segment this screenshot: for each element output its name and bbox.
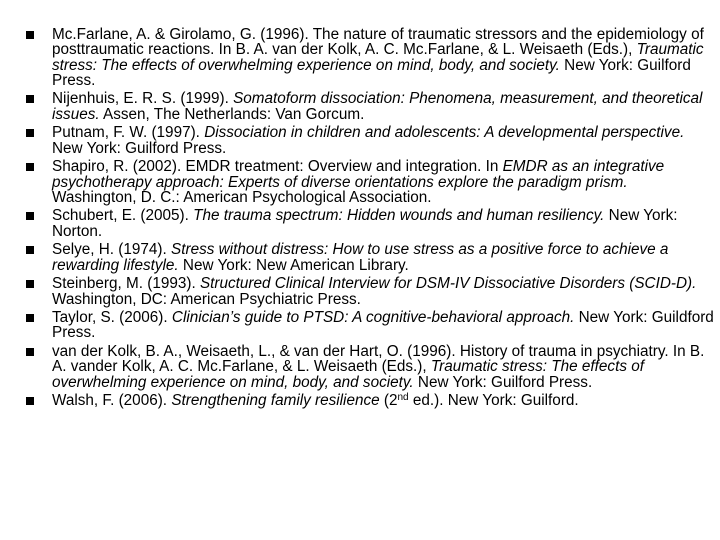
ordinal-superscript: nd [397, 392, 409, 404]
reference-text: Selye, H. (1974). [52, 241, 172, 259]
reference-item [52, 310, 714, 341]
reference-list [52, 27, 714, 412]
reference-text: Walsh, F. (2006). [52, 392, 172, 410]
reference-title: Structured Clinical Interview for DSM-IV Dissociative Disorders (SCID-D). [199, 275, 697, 293]
reference-title: Somatoform dissociation: Phenomena, measurement, and theoretical issues. [52, 90, 703, 123]
reference-text: Putnam, F. W. (1997). [52, 124, 205, 142]
reference-publisher: New York: Guildford Press. [52, 309, 714, 342]
reference-item [52, 393, 714, 408]
reference-publisher: (2 [379, 392, 398, 410]
square-bullet-icon [26, 246, 34, 254]
reference-publisher-tail: ed.). New York: Guilford. [408, 392, 579, 410]
reference-publisher: New York: Guilford Press. [52, 139, 227, 157]
reference-text: Mc.Farlane, A. & Girolamo, G. (1996). The nature of traumatic stressors and the epidemiology of posttraumatic reactions. In B. A. van der Kolk, A. C. Mc.Farlane, & L. Weisaeth (Eds.), [52, 26, 704, 59]
reference-text: van der Kolk, B. A., Weisaeth, L., & van der Hart, O. (1996). History of trauma in psychiatry. In B. A. vander Kolk, A. C. Mc.Farlane, & L. Weisaeth (Eds.), [52, 343, 705, 376]
reference-text: Shapiro, R. (2002). EMDR treatment: Overview and integration. In [52, 158, 503, 176]
reference-item [52, 208, 714, 239]
reference-item [52, 91, 714, 122]
reference-item [52, 125, 714, 156]
reference-title: Clinician’s guide to PTSD: A cognitive-behavioral approach. [171, 309, 575, 327]
reference-item [52, 159, 714, 205]
reference-publisher: New York: New American Library. [178, 256, 409, 274]
reference-item [52, 242, 714, 273]
square-bullet-icon [26, 129, 34, 137]
square-bullet-icon [26, 348, 34, 356]
reference-text: Schubert, E. (2005). [52, 207, 194, 225]
reference-title: Strengthening family resilience [171, 392, 380, 410]
reference-title: Traumatic stress: The effects of overwhelming experience on mind, body, and society. [52, 41, 704, 74]
square-bullet-icon [26, 95, 34, 103]
reference-publisher: Washington, DC: American Psychiatric Press. [52, 290, 361, 308]
reference-title: EMDR as an integrative psychotherapy approach: Experts of diverse orientations explore the paradigm prism. [52, 158, 665, 191]
reference-text: Nijenhuis, E. R. S. (1999). [52, 90, 234, 108]
square-bullet-icon [26, 280, 34, 288]
reference-title: Stress without distress: How to use stress as a positive force to achieve a rewarding lifestyle. [52, 241, 669, 274]
reference-publisher: New York: Guilford Press. [413, 373, 593, 391]
reference-publisher: New York: Guilford Press. [52, 56, 691, 89]
square-bullet-icon [26, 212, 34, 220]
reference-item [52, 27, 714, 88]
reference-text: Taylor, S. (2006). [52, 309, 172, 327]
reference-publisher: Assen, The Netherlands: Van Gorcum. [99, 105, 365, 123]
reference-title: The trauma spectrum: Hidden wounds and human resiliency. [193, 207, 605, 225]
reference-title: Traumatic stress: The effects of overwhelming experience on mind, body, and society. [52, 358, 644, 391]
square-bullet-icon [26, 163, 34, 171]
reference-publisher: Washington, D. C.: American Psychological Association. [52, 188, 432, 206]
reference-publisher: New York: Norton. [52, 207, 678, 240]
square-bullet-icon [26, 314, 34, 322]
reference-text: Steinberg, M. (1993). [52, 275, 200, 293]
square-bullet-icon [26, 397, 34, 405]
reference-item [52, 276, 714, 307]
square-bullet-icon [26, 31, 34, 39]
reference-title: Dissociation in children and adolescents: A developmental perspective. [204, 124, 685, 142]
reference-item [52, 344, 714, 390]
